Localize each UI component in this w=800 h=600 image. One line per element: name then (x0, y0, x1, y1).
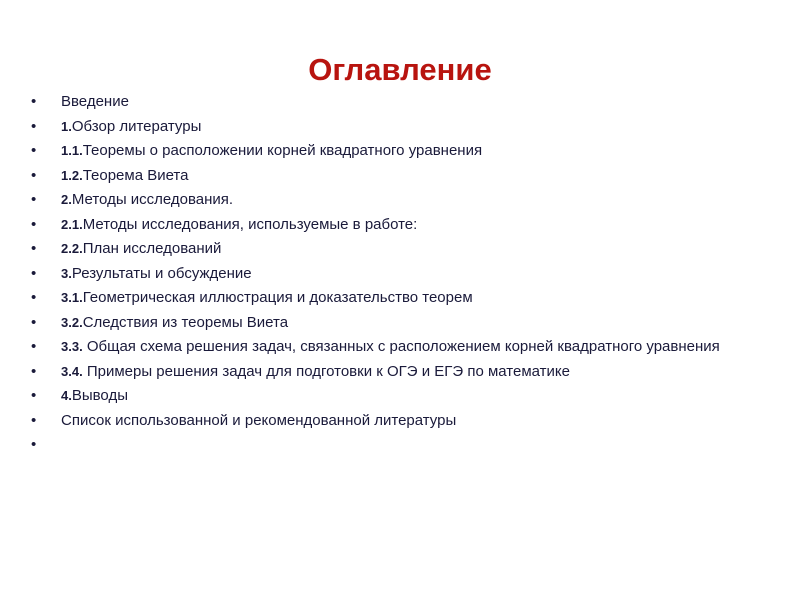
toc-item (0, 363, 800, 381)
toc-item-text: Список использованной и рекомендованной литературы (61, 411, 457, 429)
bullet-icon: • (31, 264, 37, 282)
bullet-icon: • (31, 362, 37, 380)
toc-item-text: Обзор литературы (71, 117, 202, 135)
bullet-icon: • (31, 387, 37, 404)
toc-item-number: 1.1. (61, 143, 83, 158)
bullet-icon: • (31, 166, 37, 184)
toc-item-text: Выводы (71, 387, 128, 404)
toc-item (0, 118, 800, 136)
toc-item (0, 93, 800, 111)
bullet-icon: • (31, 215, 37, 233)
toc-item-number: 1. (61, 118, 72, 134)
toc-item (0, 167, 800, 185)
toc-item-number: 2. (61, 192, 72, 207)
toc-item (0, 289, 800, 307)
toc-item-text: Результаты и обсуждение (71, 264, 252, 282)
toc-item-text: Теорема Виета (82, 166, 189, 184)
toc-item (0, 265, 800, 283)
toc-item (0, 142, 800, 160)
slide-title: Оглавление (308, 52, 492, 87)
toc-item (0, 216, 800, 234)
toc-item-number: 3.2. (61, 314, 83, 330)
toc-item-text: Введение (61, 93, 129, 110)
toc-item-text: Общая схема решения задач, связанных с расположением корней квадратного уравнения (82, 338, 720, 355)
toc-item (0, 412, 800, 430)
toc-item-number: 3.3. (61, 339, 83, 354)
toc-item-text: План исследований (82, 240, 222, 257)
toc-item-number: 2.2. (61, 241, 83, 256)
toc-item-text: Примеры решения задач для подготовки к ОГЭ и ЕГЭ по математике (82, 362, 570, 380)
toc-item-text: Геометрическая иллюстрация и доказательство теорем (82, 289, 473, 306)
toc-item-text: Методы исследования. (71, 191, 234, 208)
toc-item (0, 436, 800, 454)
toc-item (0, 387, 800, 405)
toc-item-number: 2.1. (61, 216, 83, 232)
bullet-icon: • (31, 411, 37, 429)
bullet-icon: • (31, 117, 37, 135)
table-of-contents (0, 93, 800, 461)
toc-item-number: 3. (61, 265, 72, 281)
bullet-icon: • (31, 313, 37, 331)
bullet-icon: • (31, 436, 37, 453)
toc-item (0, 191, 800, 209)
bullet-icon: • (31, 191, 37, 208)
toc-item-number: 3.1. (61, 290, 83, 305)
toc-item-number: 4. (61, 388, 72, 403)
bullet-icon: • (31, 142, 37, 159)
toc-item (0, 240, 800, 258)
bullet-icon: • (31, 338, 37, 355)
toc-item-text: Следствия из теоремы Виета (82, 313, 289, 331)
bullet-icon: • (31, 289, 37, 306)
toc-item (0, 314, 800, 332)
bullet-icon: • (31, 93, 37, 110)
toc-item-number: 3.4. (61, 363, 83, 379)
toc-item-text: Теоремы о расположении корней квадратного уравнения (82, 142, 483, 159)
toc-item (0, 338, 800, 356)
toc-item-number: 1.2. (61, 167, 83, 183)
bullet-icon: • (31, 240, 37, 257)
toc-item-text: Методы исследования, используемые в работе: (82, 215, 418, 233)
